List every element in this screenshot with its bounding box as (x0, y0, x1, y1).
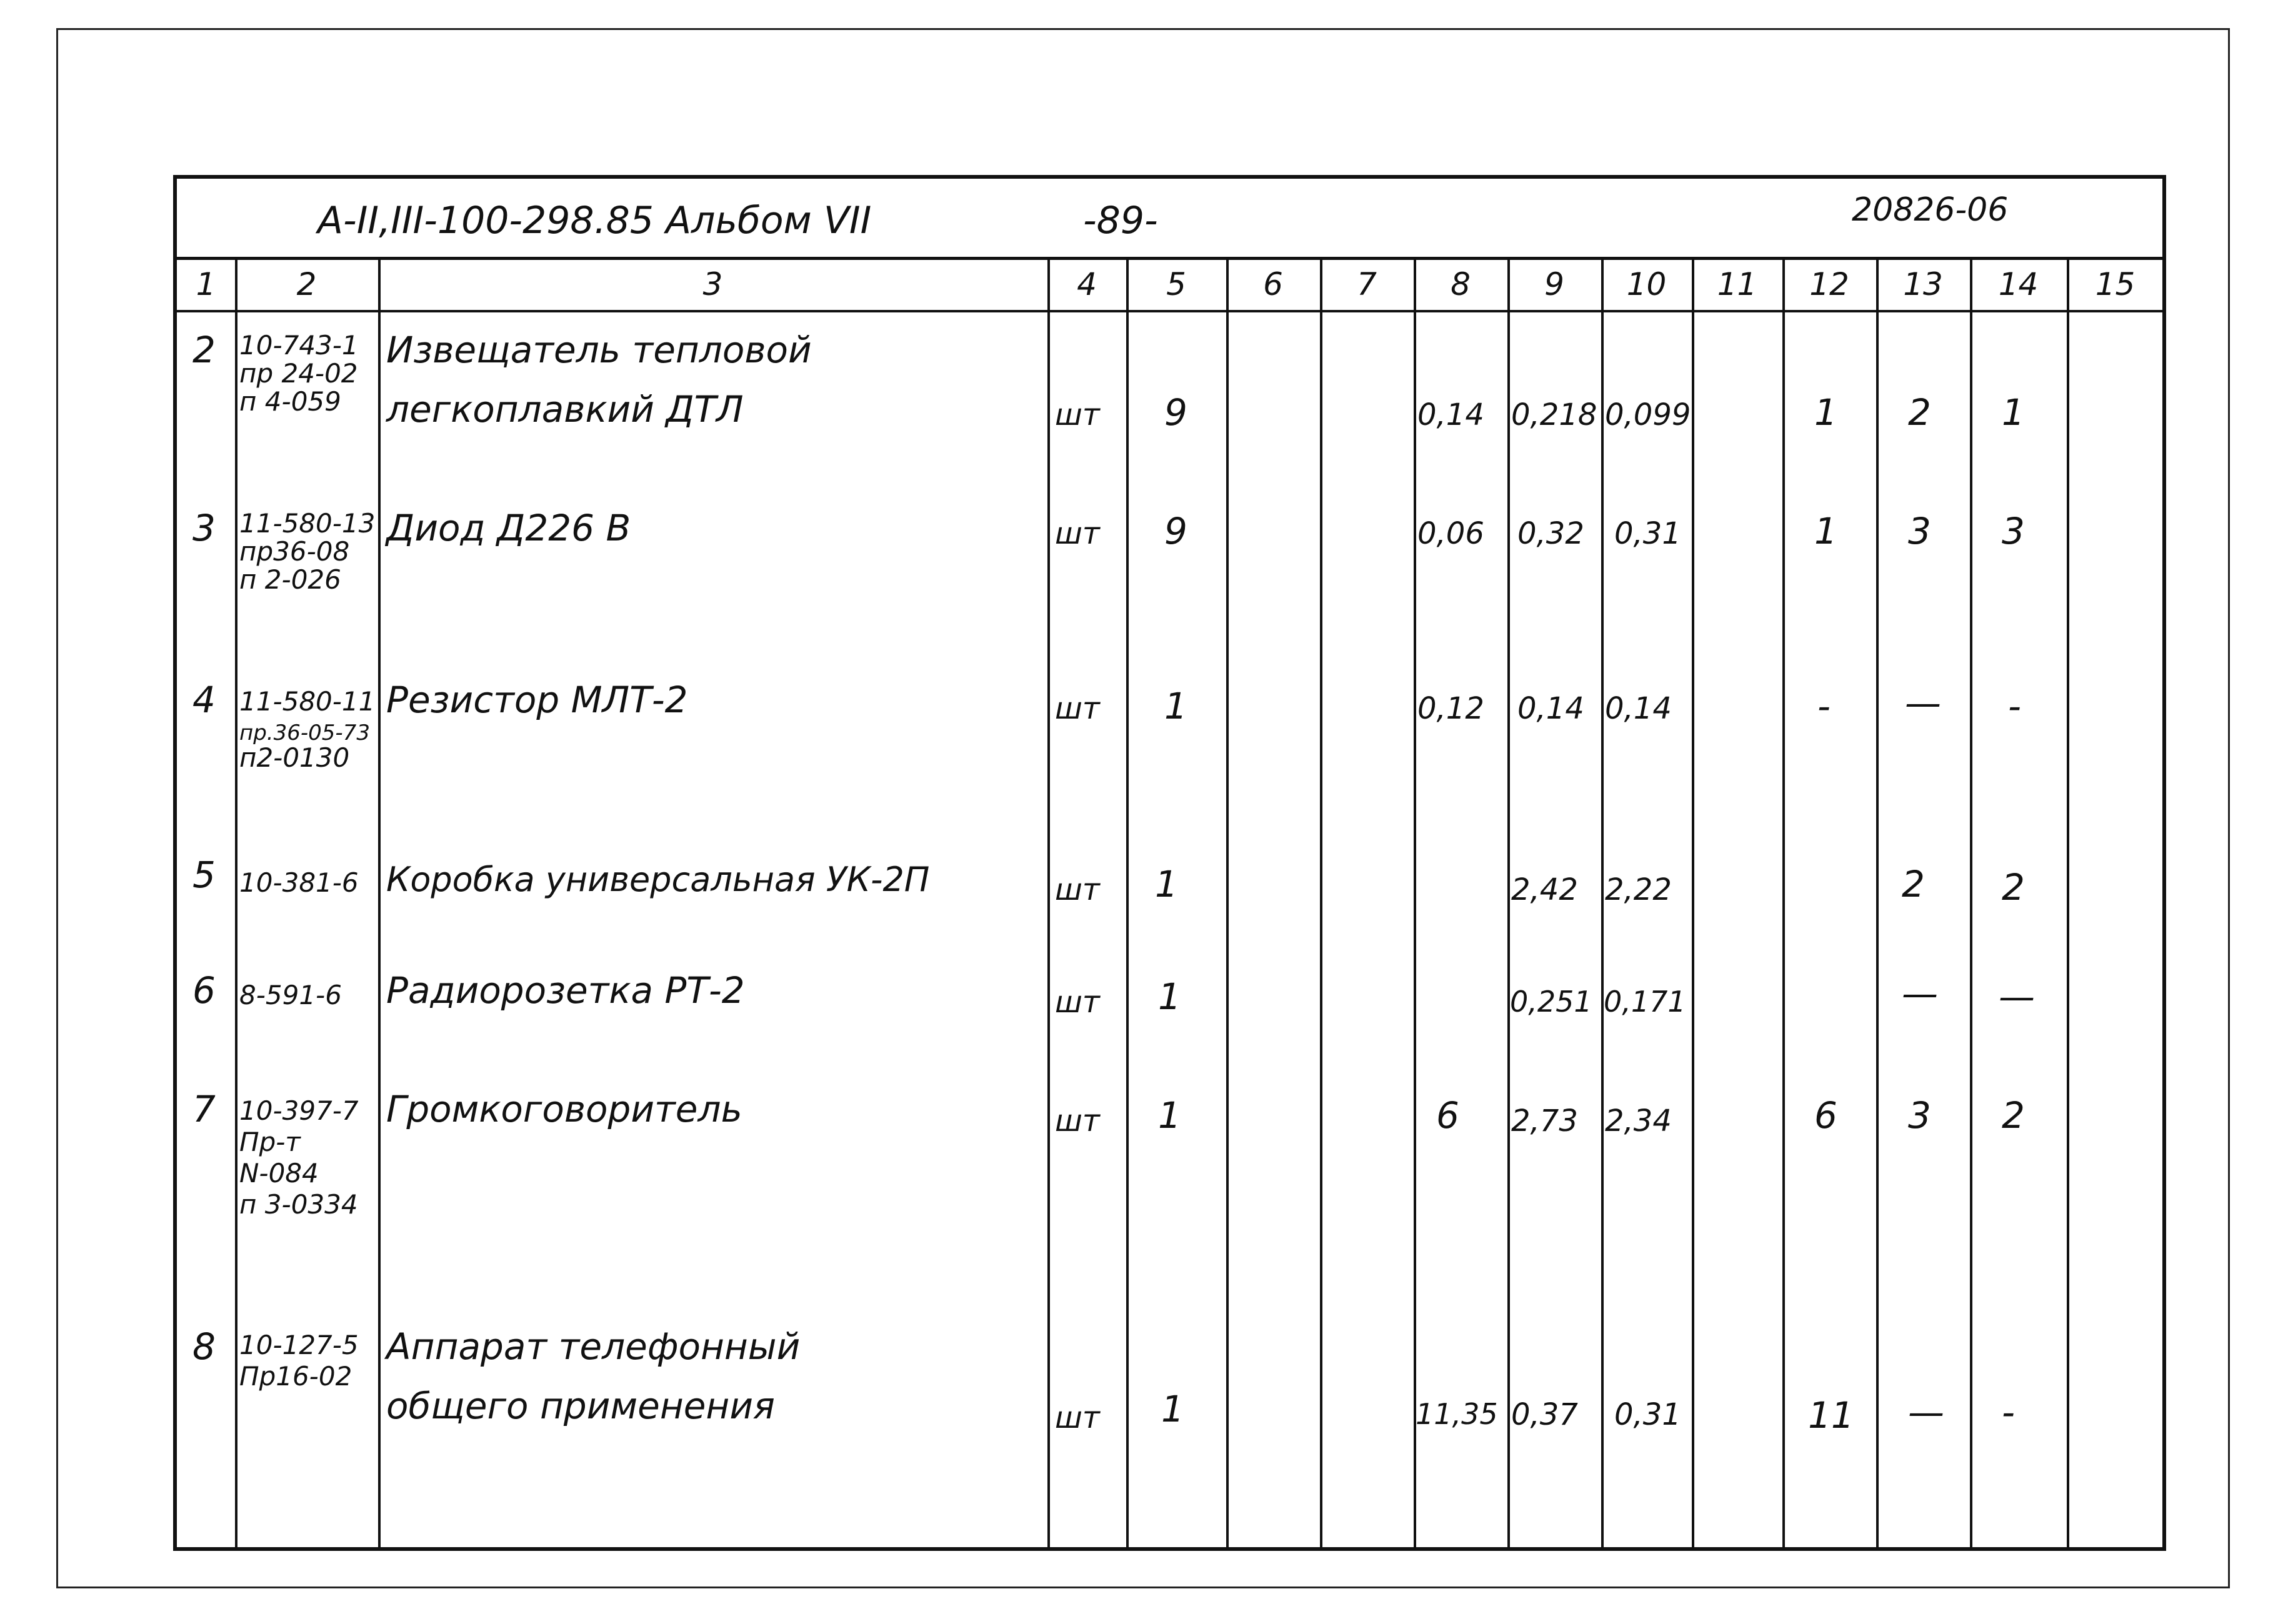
row-name: Извещатель тепловой (386, 329, 812, 371)
row-c10: 0,31 (1614, 516, 1681, 551)
header-divider (177, 257, 2162, 260)
row-code: 10-381-6 (239, 867, 359, 898)
row-code: 10-127-5 (239, 1330, 359, 1360)
row-c12: 6 (1814, 1094, 1837, 1137)
spec-sheet (173, 175, 2166, 1551)
grid-line (1226, 260, 1229, 1547)
row-name: легкоплавкий ДТЛ (386, 388, 744, 431)
row-c8: 0,12 (1417, 691, 1484, 726)
doc-reference: А-II,III-100-298.85 Альбом VII (317, 199, 872, 242)
grid-line (1876, 260, 1879, 1547)
grid-line (2067, 260, 2069, 1547)
column-number: 12 (1809, 266, 1849, 302)
grid-line (1782, 260, 1785, 1547)
column-number: 14 (1998, 266, 2039, 302)
row-name: Аппарат телефонный (386, 1325, 801, 1368)
row-c14: 1 (2002, 391, 2025, 434)
row-c12: 1 (1814, 391, 1837, 434)
row-code: п2-0130 (239, 742, 350, 773)
row-code: 8-591-6 (239, 980, 342, 1010)
row-number: 5 (192, 854, 216, 896)
row-number: 6 (192, 969, 216, 1012)
row-unit: шт (1055, 985, 1100, 1020)
row-qty: 1 (1155, 863, 1178, 905)
row-code: 11-580-11 (239, 686, 376, 717)
column-number: 15 (2095, 266, 2136, 302)
row-number: 7 (192, 1088, 216, 1130)
row-code: пр36-08 (239, 536, 350, 567)
row-name: общего применения (386, 1385, 775, 1427)
grid-line (1692, 260, 1694, 1547)
column-number: 5 (1166, 266, 1186, 302)
row-code: N-084 (239, 1158, 319, 1188)
row-qty: 1 (1158, 975, 1181, 1018)
row-name: Радиорозетка РТ-2 (386, 969, 745, 1012)
column-number: 2 (296, 266, 317, 302)
row-c9: 0,14 (1517, 691, 1584, 726)
column-number: 8 (1451, 266, 1471, 302)
row-c8: 0,14 (1417, 397, 1484, 432)
row-code: пр 24-02 (239, 358, 358, 389)
row-c13: — (1902, 972, 1938, 1015)
row-c13: 3 (1908, 510, 1931, 552)
row-unit: шт (1055, 516, 1100, 551)
grid-line (1047, 260, 1050, 1547)
row-c12: 11 (1808, 1394, 1854, 1437)
row-c9: 0,251 (1510, 985, 1592, 1019)
row-name: Резистор МЛТ-2 (386, 679, 688, 721)
row-qty: 9 (1164, 391, 1187, 434)
row-c9: 0,37 (1511, 1397, 1578, 1432)
row-code: пр.36-05-73 (239, 720, 370, 745)
column-number-divider (177, 310, 2162, 312)
row-code: п 3-0334 (239, 1189, 358, 1220)
row-name: Громкоговоритель (386, 1088, 742, 1130)
row-code: 11-580-13 (239, 508, 376, 539)
row-code: Пр16-02 (239, 1361, 352, 1392)
row-unit: шт (1055, 1103, 1100, 1138)
row-c10: 0,31 (1614, 1397, 1681, 1432)
row-qty: 9 (1164, 510, 1187, 552)
row-c14: - (2002, 1391, 2015, 1433)
row-c9: 0,32 (1517, 516, 1584, 551)
row-c13: — (1905, 682, 1941, 724)
row-c14: 2 (2002, 1094, 2025, 1137)
row-qty: 1 (1161, 1388, 1184, 1430)
row-c14: - (2008, 685, 2021, 727)
grid-line (235, 260, 237, 1547)
row-c10: 0,14 (1605, 691, 1672, 726)
grid-line (1320, 260, 1322, 1547)
row-c14: 3 (2002, 510, 2025, 552)
column-number: 11 (1717, 266, 1757, 302)
row-c13: 2 (1902, 863, 1925, 905)
row-c8: 11,35 (1416, 1397, 1498, 1431)
row-c10: 0,171 (1604, 985, 1686, 1019)
row-unit: шт (1055, 1400, 1100, 1435)
grid-line (1507, 260, 1510, 1547)
row-number: 3 (192, 507, 216, 549)
doc-code: 20826-06 (1852, 191, 2009, 229)
row-c8: 6 (1436, 1094, 1459, 1137)
row-number: 8 (192, 1325, 216, 1368)
row-c14: 2 (2002, 866, 2025, 909)
row-qty: 1 (1164, 685, 1187, 727)
row-code: 10-397-7 (239, 1095, 359, 1126)
row-c9: 2,73 (1511, 1103, 1578, 1138)
row-c10: 2,34 (1605, 1103, 1672, 1138)
row-c10: 0,099 (1605, 397, 1691, 432)
grid-line (1970, 260, 1972, 1547)
column-number: 13 (1903, 266, 1943, 302)
row-c8: 0,06 (1417, 516, 1484, 551)
row-code: 10-743-1 (239, 330, 359, 361)
column-number: 10 (1626, 266, 1667, 302)
row-c13: 3 (1908, 1094, 1931, 1137)
row-c12: - (1817, 685, 1831, 727)
column-number: 6 (1263, 266, 1283, 302)
row-code: п 4-059 (239, 386, 341, 417)
row-c13: 2 (1908, 391, 1931, 434)
column-number: 7 (1357, 266, 1377, 302)
row-name: Коробка универсальная УК-2П (386, 860, 930, 899)
row-number: 4 (192, 679, 216, 721)
row-unit: шт (1055, 872, 1100, 907)
row-name: Диод Д226 В (386, 507, 631, 549)
column-number: 1 (196, 266, 216, 302)
row-code: Пр-т (239, 1127, 301, 1157)
row-number: 2 (192, 329, 216, 371)
column-number: 3 (702, 266, 723, 302)
row-qty: 1 (1158, 1094, 1181, 1137)
row-c10: 2,22 (1605, 872, 1672, 907)
column-number: 4 (1077, 266, 1097, 302)
row-unit: шт (1055, 397, 1100, 432)
row-unit: шт (1055, 691, 1100, 726)
row-code: п 2-026 (239, 564, 341, 595)
page-number: -89- (1083, 199, 1158, 242)
row-c9: 0,218 (1511, 397, 1597, 432)
row-c12: 1 (1814, 510, 1837, 552)
row-c14: — (1999, 975, 2035, 1018)
column-number: 9 (1544, 266, 1564, 302)
row-c9: 2,42 (1511, 872, 1578, 907)
grid-line (378, 260, 381, 1547)
grid-line (1414, 260, 1416, 1547)
grid-line (1126, 260, 1129, 1547)
grid-line (1601, 260, 1604, 1547)
row-c13: — (1908, 1391, 1944, 1433)
